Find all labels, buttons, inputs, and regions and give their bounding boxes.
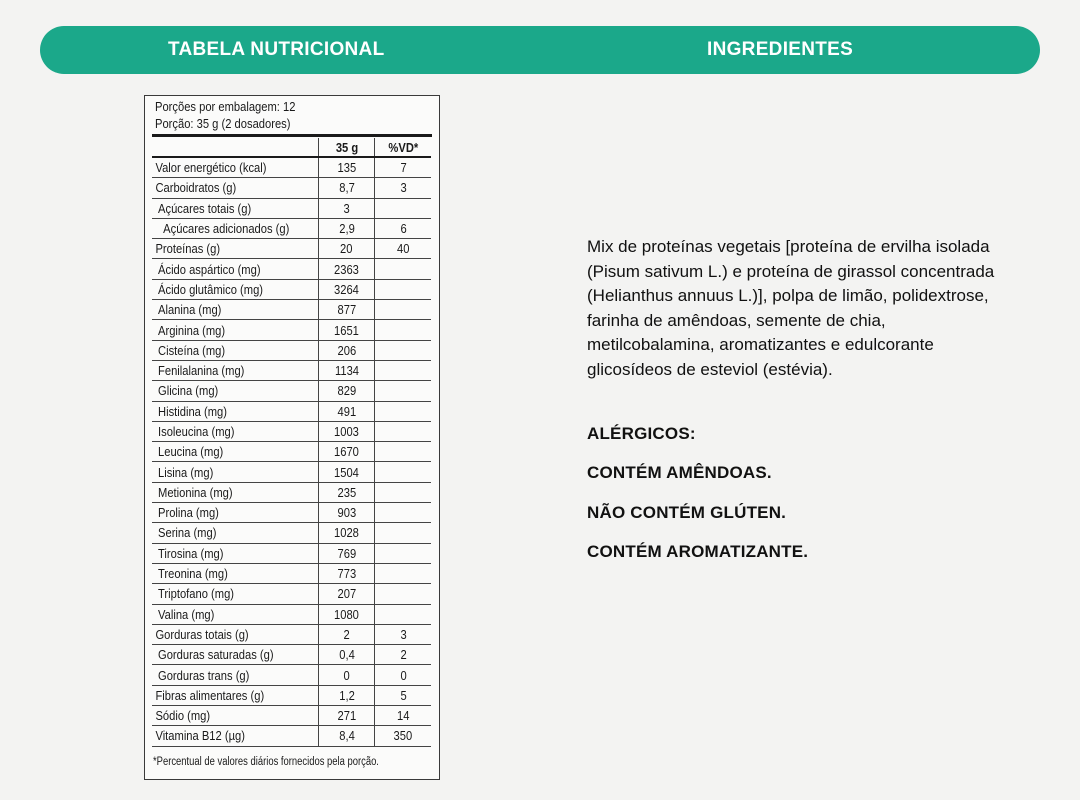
table-row [152,706,431,726]
header-vd-cell: %VD* [375,138,431,157]
nutrient-value: 903 [318,503,375,523]
nutrition-table-title: TABELA NUTRICIONAL [168,39,385,60]
nutrient-value: 235 [318,482,375,502]
allergen-almonds: CONTÉM AMÊNDOAS. [587,463,772,482]
allergens-title: ALÉRGICOS: [587,424,696,443]
table-row [152,421,431,441]
nutrient-vd [375,503,431,523]
ingredients-title: INGREDIENTES [707,39,854,60]
thick-divider [152,134,432,137]
header-bar [40,26,1040,74]
nutrient-name: Vitamina B12 (µg) [152,726,318,746]
table-row [152,665,431,685]
nutrient-vd [375,259,431,279]
nutrient-vd [375,340,431,360]
nutrient-value: 1,2 [318,685,375,705]
nutrient-value: 3 [318,198,375,218]
nutrient-vd [375,482,431,502]
table-row [152,300,431,320]
nutrient-vd [375,442,431,462]
nutrient-vd [375,584,431,604]
table-row [152,442,431,462]
nutrient-value: 1134 [318,360,375,380]
nutrient-name: Açúcares totais (g) [152,198,318,218]
nutrient-vd [375,198,431,218]
nutrient-vd [375,462,431,482]
portion-size: Porção: 35 g (2 dosadores) [155,116,291,131]
table-row [152,604,431,624]
nutrient-value: 1670 [318,442,375,462]
table-row [152,340,431,360]
table-row [152,198,431,218]
nutrient-name: Arginina (mg) [152,320,318,340]
table-row [152,259,431,279]
nutrient-value: 2,9 [318,218,375,238]
nutrient-name: Gorduras trans (g) [152,665,318,685]
table-row [152,685,431,705]
nutrient-value: 773 [318,563,375,583]
nutrient-name: Glicina (mg) [152,381,318,401]
table-row [152,563,431,583]
nutrient-vd: 7 [375,157,431,178]
nutrient-name: Cisteína (mg) [152,340,318,360]
nutrient-value: 206 [318,340,375,360]
table-row [152,645,431,665]
nutrient-name: Ácido glutâmico (mg) [152,279,318,299]
nutrient-name: Isoleucina (mg) [152,421,318,441]
nutrient-vd: 350 [375,726,431,746]
nutrient-vd: 40 [375,239,431,259]
table-row [152,523,431,543]
table-row [152,239,431,259]
table-row [152,381,431,401]
nutrient-vd [375,401,431,421]
table-row [152,462,431,482]
nutrient-vd: 3 [375,178,431,198]
nutrient-name: Triptofano (mg) [152,584,318,604]
nutrient-vd [375,381,431,401]
nutrient-name: Açúcares adicionados (g) [152,218,318,238]
nutrition-facts-panel [144,95,440,780]
table-row [152,360,431,380]
nutrient-name: Valina (mg) [152,604,318,624]
nutrient-vd [375,360,431,380]
header-portion-cell: 35 g [318,138,375,157]
header-blank-cell [152,138,318,157]
nutrient-value: 1080 [318,604,375,624]
nutrient-vd [375,604,431,624]
nutrient-name: Gorduras totais (g) [152,624,318,644]
nutrient-value: 1003 [318,421,375,441]
nutrient-name: Metionina (mg) [152,482,318,502]
nutrient-value: 2 [318,624,375,644]
nutrient-name: Alanina (mg) [152,300,318,320]
nutrient-value: 271 [318,706,375,726]
nutrient-value: 491 [318,401,375,421]
nutrient-name: Fenilalanina (mg) [152,360,318,380]
table-row [152,624,431,644]
nutrient-value: 0,4 [318,645,375,665]
nutrient-vd [375,543,431,563]
table-row [152,726,431,746]
table-row [152,401,431,421]
nutrient-vd [375,279,431,299]
nutrient-vd [375,320,431,340]
nutrient-name: Proteínas (g) [152,239,318,259]
nutrient-name: Prolina (mg) [152,503,318,523]
nutrient-name: Fibras alimentares (g) [152,685,318,705]
nutrition-table-body [152,157,431,746]
nutrient-value: 20 [318,239,375,259]
nutrient-name: Tirosina (mg) [152,543,318,563]
nutrient-value: 877 [318,300,375,320]
nutrient-vd: 3 [375,624,431,644]
nutrient-name: Histidina (mg) [152,401,318,421]
nutrient-name: Leucina (mg) [152,442,318,462]
table-row [152,320,431,340]
nutrient-vd: 5 [375,685,431,705]
nutrient-vd [375,523,431,543]
nutrient-value: 1651 [318,320,375,340]
nutrient-value: 207 [318,584,375,604]
nutrient-name: Carboidratos (g) [152,178,318,198]
nutrient-value: 8,4 [318,726,375,746]
table-row [152,218,431,238]
vd-footnote: *Percentual de valores diários fornecidos pela porção. [153,756,379,768]
nutrient-name: Valor energético (kcal) [152,157,318,178]
nutrient-name: Treonina (mg) [152,563,318,583]
nutrient-vd: 0 [375,665,431,685]
table-header-row [152,138,431,157]
nutrient-value: 8,7 [318,178,375,198]
allergen-flavoring: CONTÉM AROMATIZANTE. [587,542,809,561]
nutrient-value: 829 [318,381,375,401]
nutrient-value: 769 [318,543,375,563]
nutrient-vd [375,563,431,583]
ingredients-text: Mix de proteínas vegetais [proteína de ervilha isolada (Pisum sativum L.) e proteína de girassol concentrada (Helianthus annuus L.)], polpa de limão, polidextrose, farinha de amêndoas, semente de chia, metilcobalamina, aromatizantes e edulcorante glicosídeos de esteviol (estévia). [587,237,995,379]
nutrient-vd: 2 [375,645,431,665]
nutrient-name: Serina (mg) [152,523,318,543]
nutrient-name: Sódio (mg) [152,706,318,726]
table-row [152,178,431,198]
portion-info [155,98,295,132]
nutrient-name: Ácido aspártico (mg) [152,259,318,279]
allergen-gluten: NÃO CONTÉM GLÚTEN. [587,503,787,522]
nutrient-name: Lisina (mg) [152,462,318,482]
nutrient-value: 1028 [318,523,375,543]
table-row [152,482,431,502]
nutrient-value: 2363 [318,259,375,279]
nutrient-value: 0 [318,665,375,685]
nutrient-value: 1504 [318,462,375,482]
nutrient-value: 135 [318,157,375,178]
nutrient-name: Gorduras saturadas (g) [152,645,318,665]
table-row [152,543,431,563]
portions-per-package: Porções por embalagem: 12 [155,99,296,114]
nutrient-vd [375,421,431,441]
nutrition-table [152,138,431,747]
table-row [152,279,431,299]
nutrient-vd: 14 [375,706,431,726]
table-row [152,503,431,523]
nutrient-vd: 6 [375,218,431,238]
nutrient-value: 3264 [318,279,375,299]
table-row [152,584,431,604]
table-row [152,157,431,178]
nutrient-vd [375,300,431,320]
